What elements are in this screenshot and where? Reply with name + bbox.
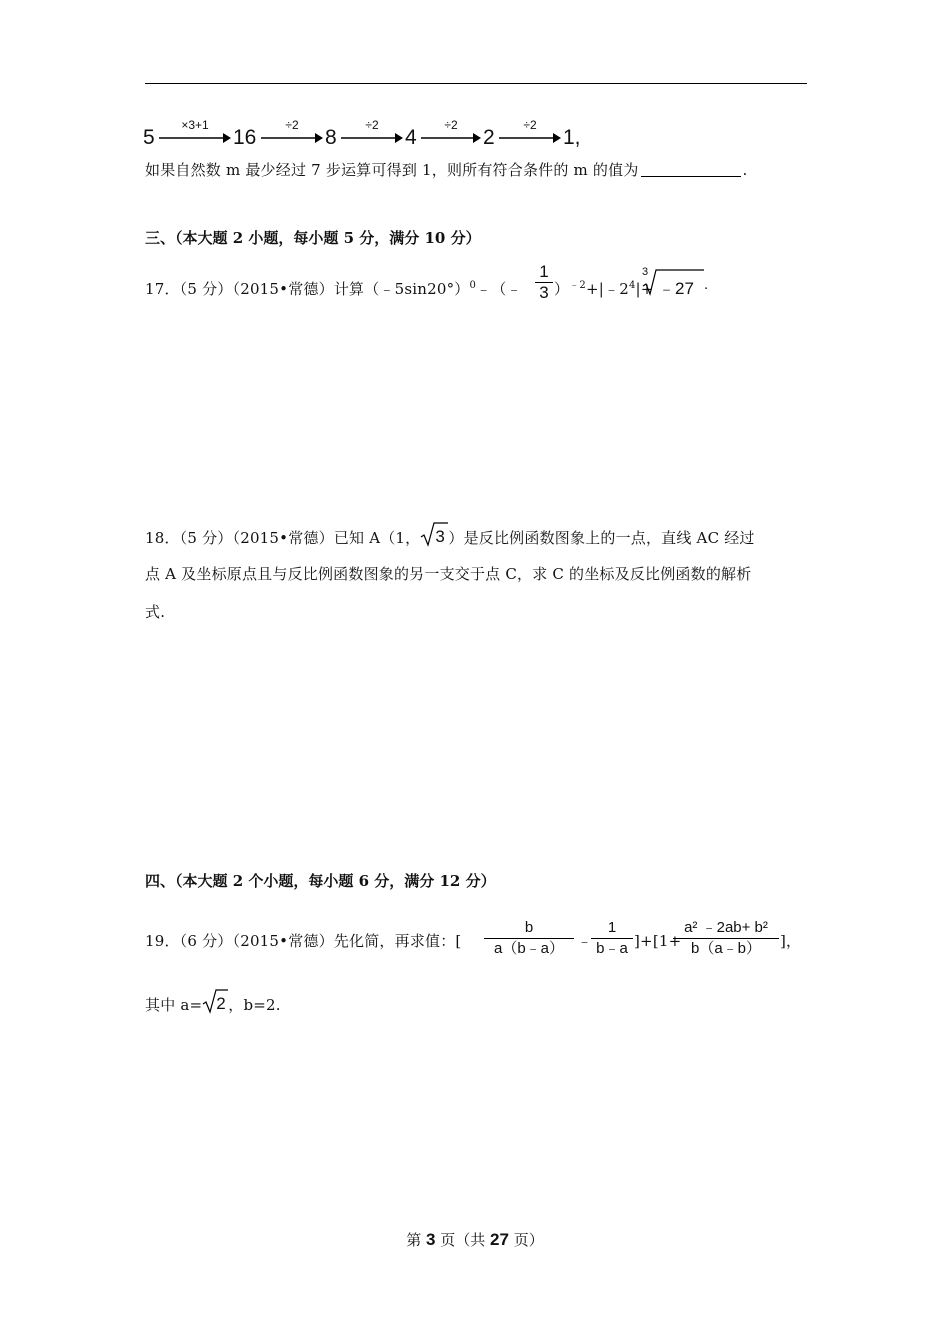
q18-line-1 <box>145 526 755 548</box>
chain-step: 5 <box>143 126 155 149</box>
chain-step: 2 <box>483 126 495 149</box>
chain-op-label: ×3+1 <box>181 118 209 132</box>
answer-blank[interactable] <box>641 161 741 177</box>
q19-sqrt-radicand: 2 <box>216 994 226 1013</box>
header-rule <box>145 83 807 84</box>
q19-prefix: 19．（6 分）（2015•常德）先化简，再求值：[ <box>145 932 462 950</box>
arrow-right-icon <box>499 132 561 144</box>
q19-f2-den: b﹣a <box>596 940 628 957</box>
section-3-heading: 三、（本大题 2 小题，每小题 5 分，满分 10 分） <box>145 229 481 247</box>
arrow-right-icon <box>159 132 231 144</box>
footer-middle: 页（共 <box>435 1231 491 1249</box>
q17-cube-root <box>642 266 712 296</box>
page-footer <box>0 1230 950 1250</box>
q17-close: ） <box>554 280 570 298</box>
q17-frac-num: 1 <box>539 262 549 281</box>
footer-before: 第 <box>406 1231 427 1249</box>
chain-op-label: ÷2 <box>444 118 458 132</box>
chain-step: 16 <box>233 126 257 149</box>
q17-abs-end: |+ <box>635 280 654 298</box>
q19-f2-num: 1 <box>607 919 617 936</box>
q17-exp-neg2: ﹣2 <box>569 280 586 291</box>
q19-line2-before: 其中 a= <box>145 996 203 1014</box>
q17-exp4: 4 <box>628 280 636 291</box>
q19-f3-den: b（a﹣b） <box>690 940 762 957</box>
q19-fraction-2 <box>591 918 633 959</box>
q16-text-after: . <box>742 161 748 179</box>
chain-arrow <box>341 118 403 148</box>
arrow-right-icon <box>421 132 481 144</box>
q19-fraction-3 <box>673 918 779 959</box>
q19-line2-after: ，b=2. <box>228 996 281 1014</box>
q19-f3-num: a² ﹣2ab+ b² <box>684 919 768 936</box>
footer-total-pages: 27 <box>490 1230 509 1249</box>
footer-after: 页） <box>508 1231 544 1249</box>
footer-page-number: 3 <box>426 1230 436 1249</box>
q17-abs: +|﹣2 <box>585 280 629 298</box>
q18-line-3: 式. <box>145 603 166 621</box>
q19-f1-num: b <box>524 919 534 936</box>
q17-radicand: ﹣27 <box>658 279 694 298</box>
arrow-right-icon <box>341 132 403 144</box>
q18-line1-before: 18．（5 分）（2015•常德）已知 A（1， <box>145 529 421 547</box>
q18-sqrt <box>420 526 448 546</box>
q17-tail <box>554 276 654 299</box>
q17-fraction <box>535 262 553 303</box>
q19-minus: ﹣ <box>577 932 593 950</box>
q17-end: . <box>704 276 709 293</box>
q18-line1-after: ）是反比例函数图象上的一点，直线 AC 经过 <box>448 529 755 547</box>
q17-frac-den: 3 <box>539 283 549 302</box>
q17-exp-zero: 0 <box>469 280 477 291</box>
chain-arrow <box>261 118 323 148</box>
chain-arrow <box>499 118 561 148</box>
q17-prefix: 17．（5 分）（2015•常德）计算（﹣5sin20°） <box>145 280 470 298</box>
q19-sqrt <box>202 993 228 1013</box>
q16-text <box>145 160 747 180</box>
section-4-heading: 四、（本大题 2 个小题，每小题 6 分，满分 12 分） <box>145 872 496 890</box>
q19-f1-den: a（b﹣a） <box>493 940 565 957</box>
chain-arrow <box>159 118 231 148</box>
chain-op-label: ÷2 <box>285 118 299 132</box>
q16-text-before: 如果自然数 m 最少经过 7 步运算可得到 1，则所有符合条件的 m 的值为 <box>145 161 639 179</box>
q17-mid: ﹣（﹣ <box>476 280 522 298</box>
q19-mid: ]+[1+ <box>634 932 682 950</box>
q19-fraction-1 <box>484 918 574 959</box>
q18-line-2: 点 A 及坐标原点且与反比例函数图象的另一支交于点 C，求 C 的坐标及反比例函数的解析 <box>145 565 752 583</box>
chain-arrow <box>421 118 481 148</box>
chain-step: 8 <box>325 126 337 149</box>
chain-op-label: ÷2 <box>365 118 379 132</box>
q17-text <box>145 276 522 299</box>
chain-step: 1, <box>563 126 581 149</box>
chain-op-label: ÷2 <box>523 118 537 132</box>
q19-line-2 <box>145 993 281 1015</box>
arrow-right-icon <box>261 132 323 144</box>
q19-end: ]， <box>780 932 802 950</box>
chain-step: 4 <box>405 126 417 149</box>
root-index: 3 <box>642 266 649 278</box>
q18-radicand: 3 <box>435 527 446 546</box>
